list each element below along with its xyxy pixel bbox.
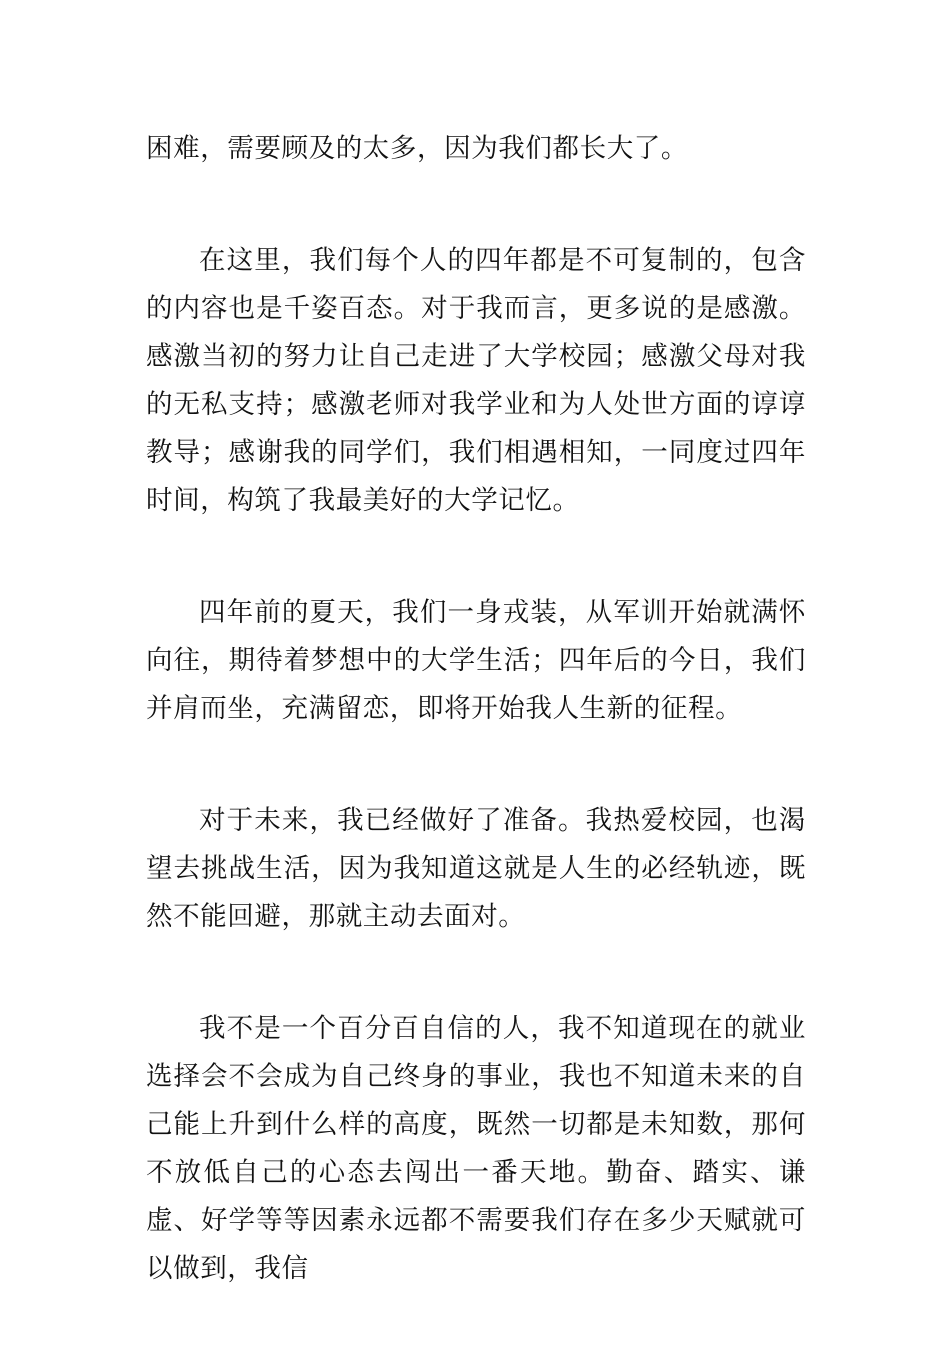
paragraph-four-years: 四年前的夏天，我们一身戎装，从军训开始就满怀向往，期待着梦想中的大学生活；四年后的今日，我们并肩而坐，充满留恋，即将开始我人生新的征程。 <box>146 597 806 724</box>
paragraph-continued: 困难，需要顾及的太多，因为我们都长大了。 <box>146 133 688 164</box>
paragraph-future: 对于未来，我已经做好了准备。我热爱校园，也渴望去挑战生活，因为我知道这就是人生的必经轨迹，既然不能回避，那就主动去面对。 <box>146 805 806 932</box>
paragraph-gratitude: 在这里，我们每个人的四年都是不可复制的，包含的内容也是千姿百态。对于我而言，更多说的是感激。感激当初的努力让自己走进了大学校园；感激父母对我的无私支持；感激老师对我学业和为人处世方面的谆谆教导；感谢我的同学们，我们相遇相知，一同度过四年时间，构筑了我最美好的大学记忆。 <box>146 245 806 516</box>
paragraph-confidence: 我不是一个百分百自信的人，我不知道现在的就业选择会不会成为自己终身的事业，我也不知道未来的自己能上升到什么样的高度，既然一切都是未知数，那何不放低自己的心态去闯出一番天地。勤奋、踏实、谦虚、好学等等因素永远都不需要我们存在多少天赋就可以做到，我信 <box>146 1013 806 1284</box>
document-body <box>146 125 806 1357</box>
